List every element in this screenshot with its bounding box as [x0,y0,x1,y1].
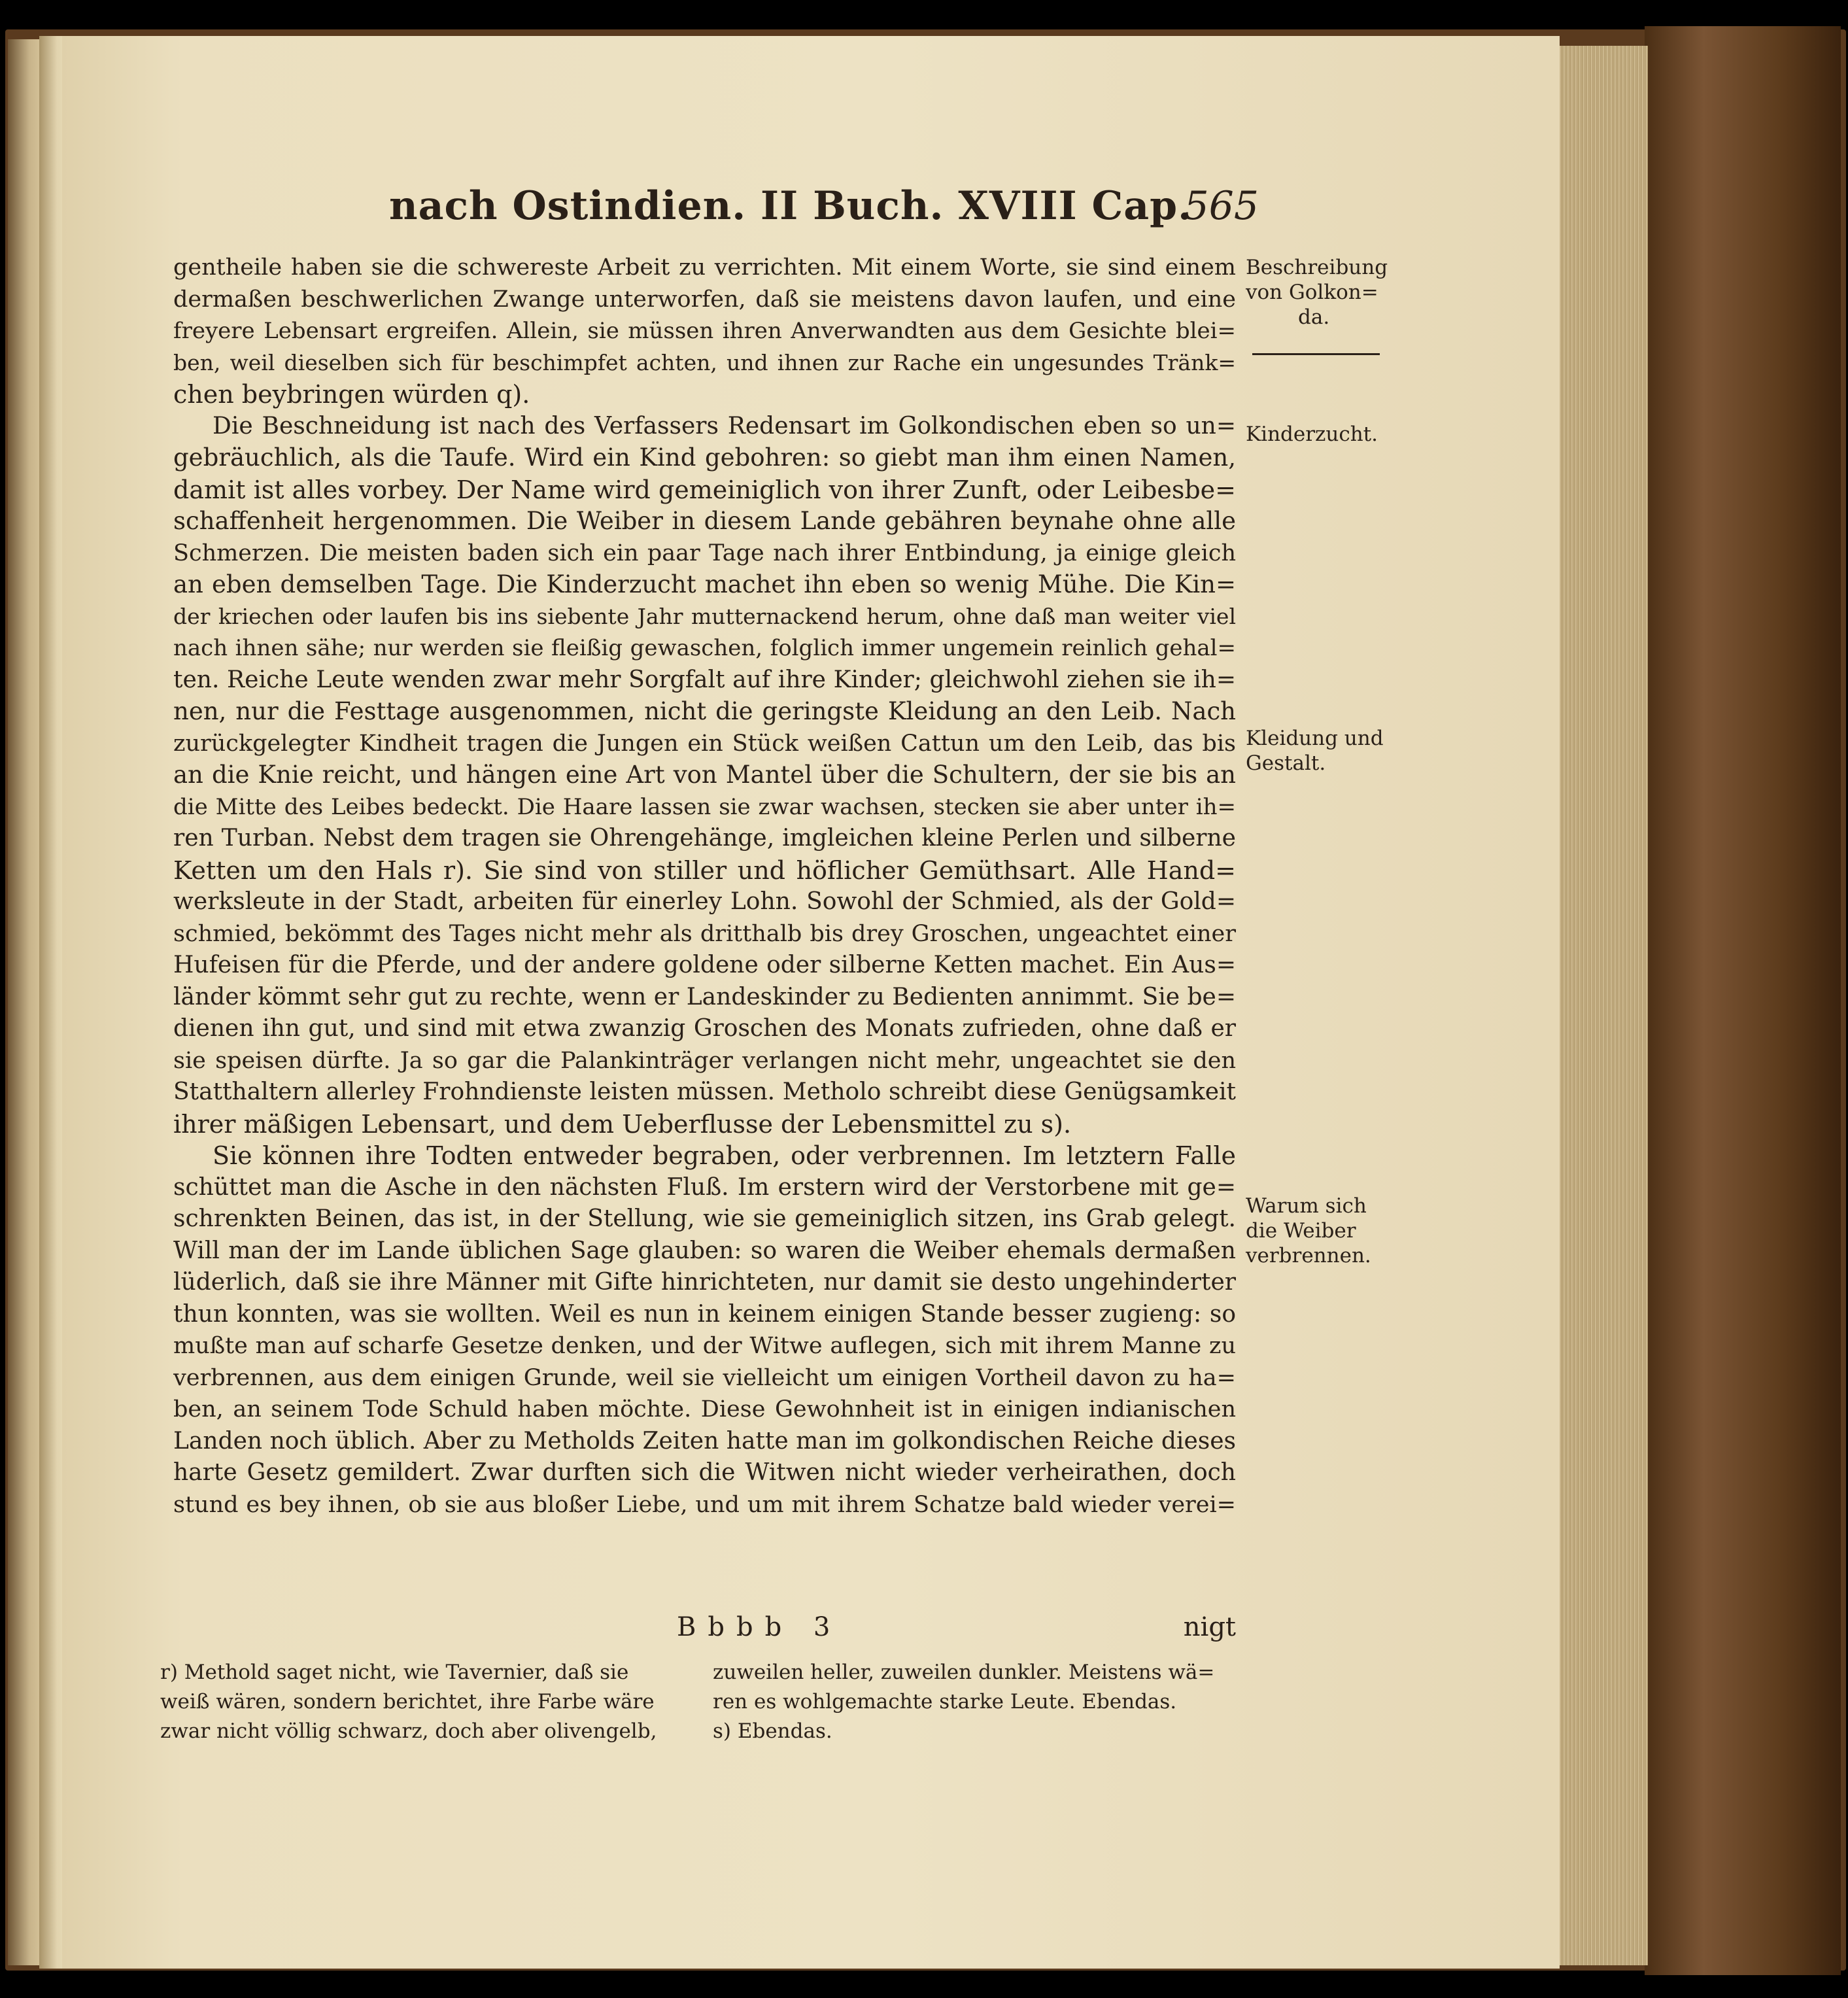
text-line: länder kömmt sehr gut zu rechte, wenn er Landeskinder zu Bedienten annimmt. Sie be= [173,983,1236,1010]
footnote-line: s) Ebendas. [713,1719,832,1743]
text-line: schüttet man die Asche in den nächsten Fluß. Im erstern wird der Verstorbene mit ge= [173,1173,1236,1201]
text-line: der kriechen oder laufen bis ins siebente Jahr mutternackend herum, ohne daß man weiter viel [173,603,1236,629]
page-block-edges [1550,46,1648,1965]
text-line: mußte man auf scharfe Gesetze denken, und der Witwe auflegen, sich mit ihrem Manne zu [173,1333,1236,1359]
text-line: ren Turban. Nebst dem tragen sie Ohrengehänge, imgleichen kleine Perlen und silberne [173,825,1236,852]
text-line: gebräuchlich, als die Taufe. Wird ein Kind gebohren: so giebt man ihm einen Namen, [173,443,1236,472]
text-line: ben, an seinem Tode Schuld haben möchte. Diese Gewohnheit ist in einigen indianischen [173,1396,1236,1422]
text-line: dermaßen beschwerlichen Zwange unterworfen, daß sie meistens davon laufen, und eine [173,286,1236,313]
footnote-line: weiß wären, sondern berichtet, ihre Farbe wäre [160,1690,655,1714]
text-line: schaffenheit hergenommen. Die Weiber in diesem Lande gebähren beynahe ohne alle [173,507,1236,535]
text-line: verbrennen, aus dem einigen Grunde, weil sie vielleicht um einigen Vortheil davon zu ha= [173,1364,1236,1391]
text-line: zurückgelegter Kindheit tragen die Jungen ein Stück weißen Cattun um den Leib, das bis [173,730,1236,757]
text-line: thun konnten, was sie wollten. Weil es nun in keinem einigen Stande besser zugieng: so [173,1300,1236,1328]
margin-note-widow-burning [1246,1194,1390,1268]
catchword: nigt [1183,1612,1236,1642]
text-line: Landen noch üblich. Aber zu Metholds Zeiten hatte man im golkondischen Reiche dieses [173,1427,1236,1455]
margin-note-line: verbrennen. [1246,1244,1371,1267]
text-line: chen beybringen würden q). [173,380,530,409]
text-line: werksleute in der Stadt, arbeiten für einerley Lohn. Sowohl der Schmied, als der Gold= [173,888,1236,915]
text-line: nen, nur die Festtage ausgenommen, nicht die geringste Kleidung an den Leib. Nach [173,697,1236,725]
text-line: harte Gesetz gemildert. Zwar durften sich die Witwen nicht wieder verheirathen, doch [173,1459,1236,1486]
text-line: gentheile haben sie die schwereste Arbeit zu verrichten. Mit einem Worte, sie sind einem [173,254,1236,281]
text-line: Hufeisen für die Pferde, und der andere goldene oder silberne Ketten machet. Ein Aus= [173,952,1236,978]
text-line: schmied, bekömmt des Tages nicht mehr als dritthalb bis drey Groschen, ungeachtet einer [173,920,1236,947]
margin-note-child-rearing [1246,422,1390,447]
book-page [62,36,1560,1969]
text-line: ten. Reiche Leute wenden zwar mehr Sorgfalt auf ihre Kinder; gleichwohl ziehen sie ih= [173,666,1236,693]
text-line: Ketten um den Hals r). Sie sind von stiller und höflicher Gemüthsart. Alle Hand= [173,855,1236,885]
footnote-line: zuweilen heller, zuweilen dunkler. Meistens wä= [713,1661,1215,1684]
page-header [389,183,1259,235]
text-line: Schmerzen. Die meisten baden sich ein paar Tage nach ihrer Entbindung, ja einige gleich [173,540,1236,566]
margin-note-description [1246,255,1390,330]
margin-note-line: Warum sich [1246,1194,1367,1218]
footnote-column-left [160,1658,703,1746]
text-line: die Mitte des Leibes bedeckt. Die Haare lassen sie zwar wachsen, stecken sie aber unter ih= [173,793,1236,820]
margin-note-line: Kinderzucht. [1246,422,1378,446]
text-line: dienen ihn gut, und sind mit etwa zwanzig Groschen des Monats zufrieden, ohne daß er [173,1015,1236,1042]
footnote-line: zwar nicht völlig schwarz, doch aber olivengelb, [160,1719,657,1743]
text-line: sie speisen dürfte. Ja so gar die Palankinträger verlangen nicht mehr, ungeachtet sie den [173,1047,1236,1074]
footnote-line: r) Methold saget nicht, wie Tavernier, daß sie [160,1661,629,1684]
text-line: Sie können ihre Todten entweder begraben, oder verbrennen. Im letztern Falle [213,1141,1236,1170]
text-line: stund es bey ihnen, ob sie aus bloßer Liebe, und um mit ihrem Schatze bald wieder verei= [173,1491,1236,1518]
footnote-column-right [713,1658,1242,1746]
catchline [677,1612,1236,1644]
text-line: lüderlich, daß sie ihre Männer mit Gifte hinrichteten, nur damit sie desto ungehinderter [173,1269,1236,1296]
text-line: Statthaltern allerley Frohndienste leisten müssen. Metholo schreibt diese Genügsamkeit [173,1078,1236,1105]
body-text [173,252,1236,1521]
text-line: Die Beschneidung ist nach des Verfassers Redensart im Golkondischen eben so un= [213,412,1236,439]
margin-note-line: da. [1298,305,1330,329]
text-line: ihrer mäßigen Lebensart, und dem Ueberflusse der Lebensmittel zu s). [173,1109,1072,1139]
margin-note-line: Gestalt. [1246,751,1326,775]
text-line: an die Knie reicht, und hängen eine Art von Mantel über die Schultern, der sie bis an [173,761,1236,789]
text-line: ben, weil dieselben sich für beschimpfet achten, und ihnen zur Rache ein ungesundes Tränk= [173,349,1236,375]
margin-note-line: von Golkon= [1246,281,1378,304]
margin-note-clothing [1246,726,1390,776]
footnote-line: ren es wohlgemachte starke Leute. Ebendas. [713,1690,1177,1714]
text-line: freyere Lebensart ergreifen. Allein, sie müssen ihren Anverwandten aus dem Gesichte blei= [173,318,1236,344]
text-line: damit ist alles vorbey. Der Name wird gemeiniglich von ihrer Zunft, oder Leibesbe= [173,475,1236,504]
running-head: nach Ostindien. II Buch. XVIII Cap. [389,183,1192,229]
footnotes [160,1658,1239,1763]
margin-note-line: Beschreibung [1246,256,1388,279]
text-line: Will man der im Lande üblichen Sage glauben: so waren die Weiber ehemals dermaßen [173,1237,1236,1264]
text-line: schrenkten Beinen, das ist, in der Stellung, wie sie gemeiniglich sitzen, ins Grab gelegt. [173,1205,1236,1232]
margin-note-bracket [1252,347,1380,355]
text-line: an eben demselben Tage. Die Kinderzucht machet ihn eben so wenig Mühe. Die Kin= [173,570,1236,598]
book-cover-edge [1645,26,1841,1975]
margin-note-line: Kleidung und [1246,727,1384,750]
signature-mark: Bbbb 3 [677,1612,842,1642]
text-line: nach ihnen sähe; nur werden sie fleißig gewaschen, folglich immer ungemein reinlich gehal= [173,635,1236,661]
margin-note-line: die Weiber [1246,1219,1356,1243]
page-number: 565 [1184,183,1259,229]
